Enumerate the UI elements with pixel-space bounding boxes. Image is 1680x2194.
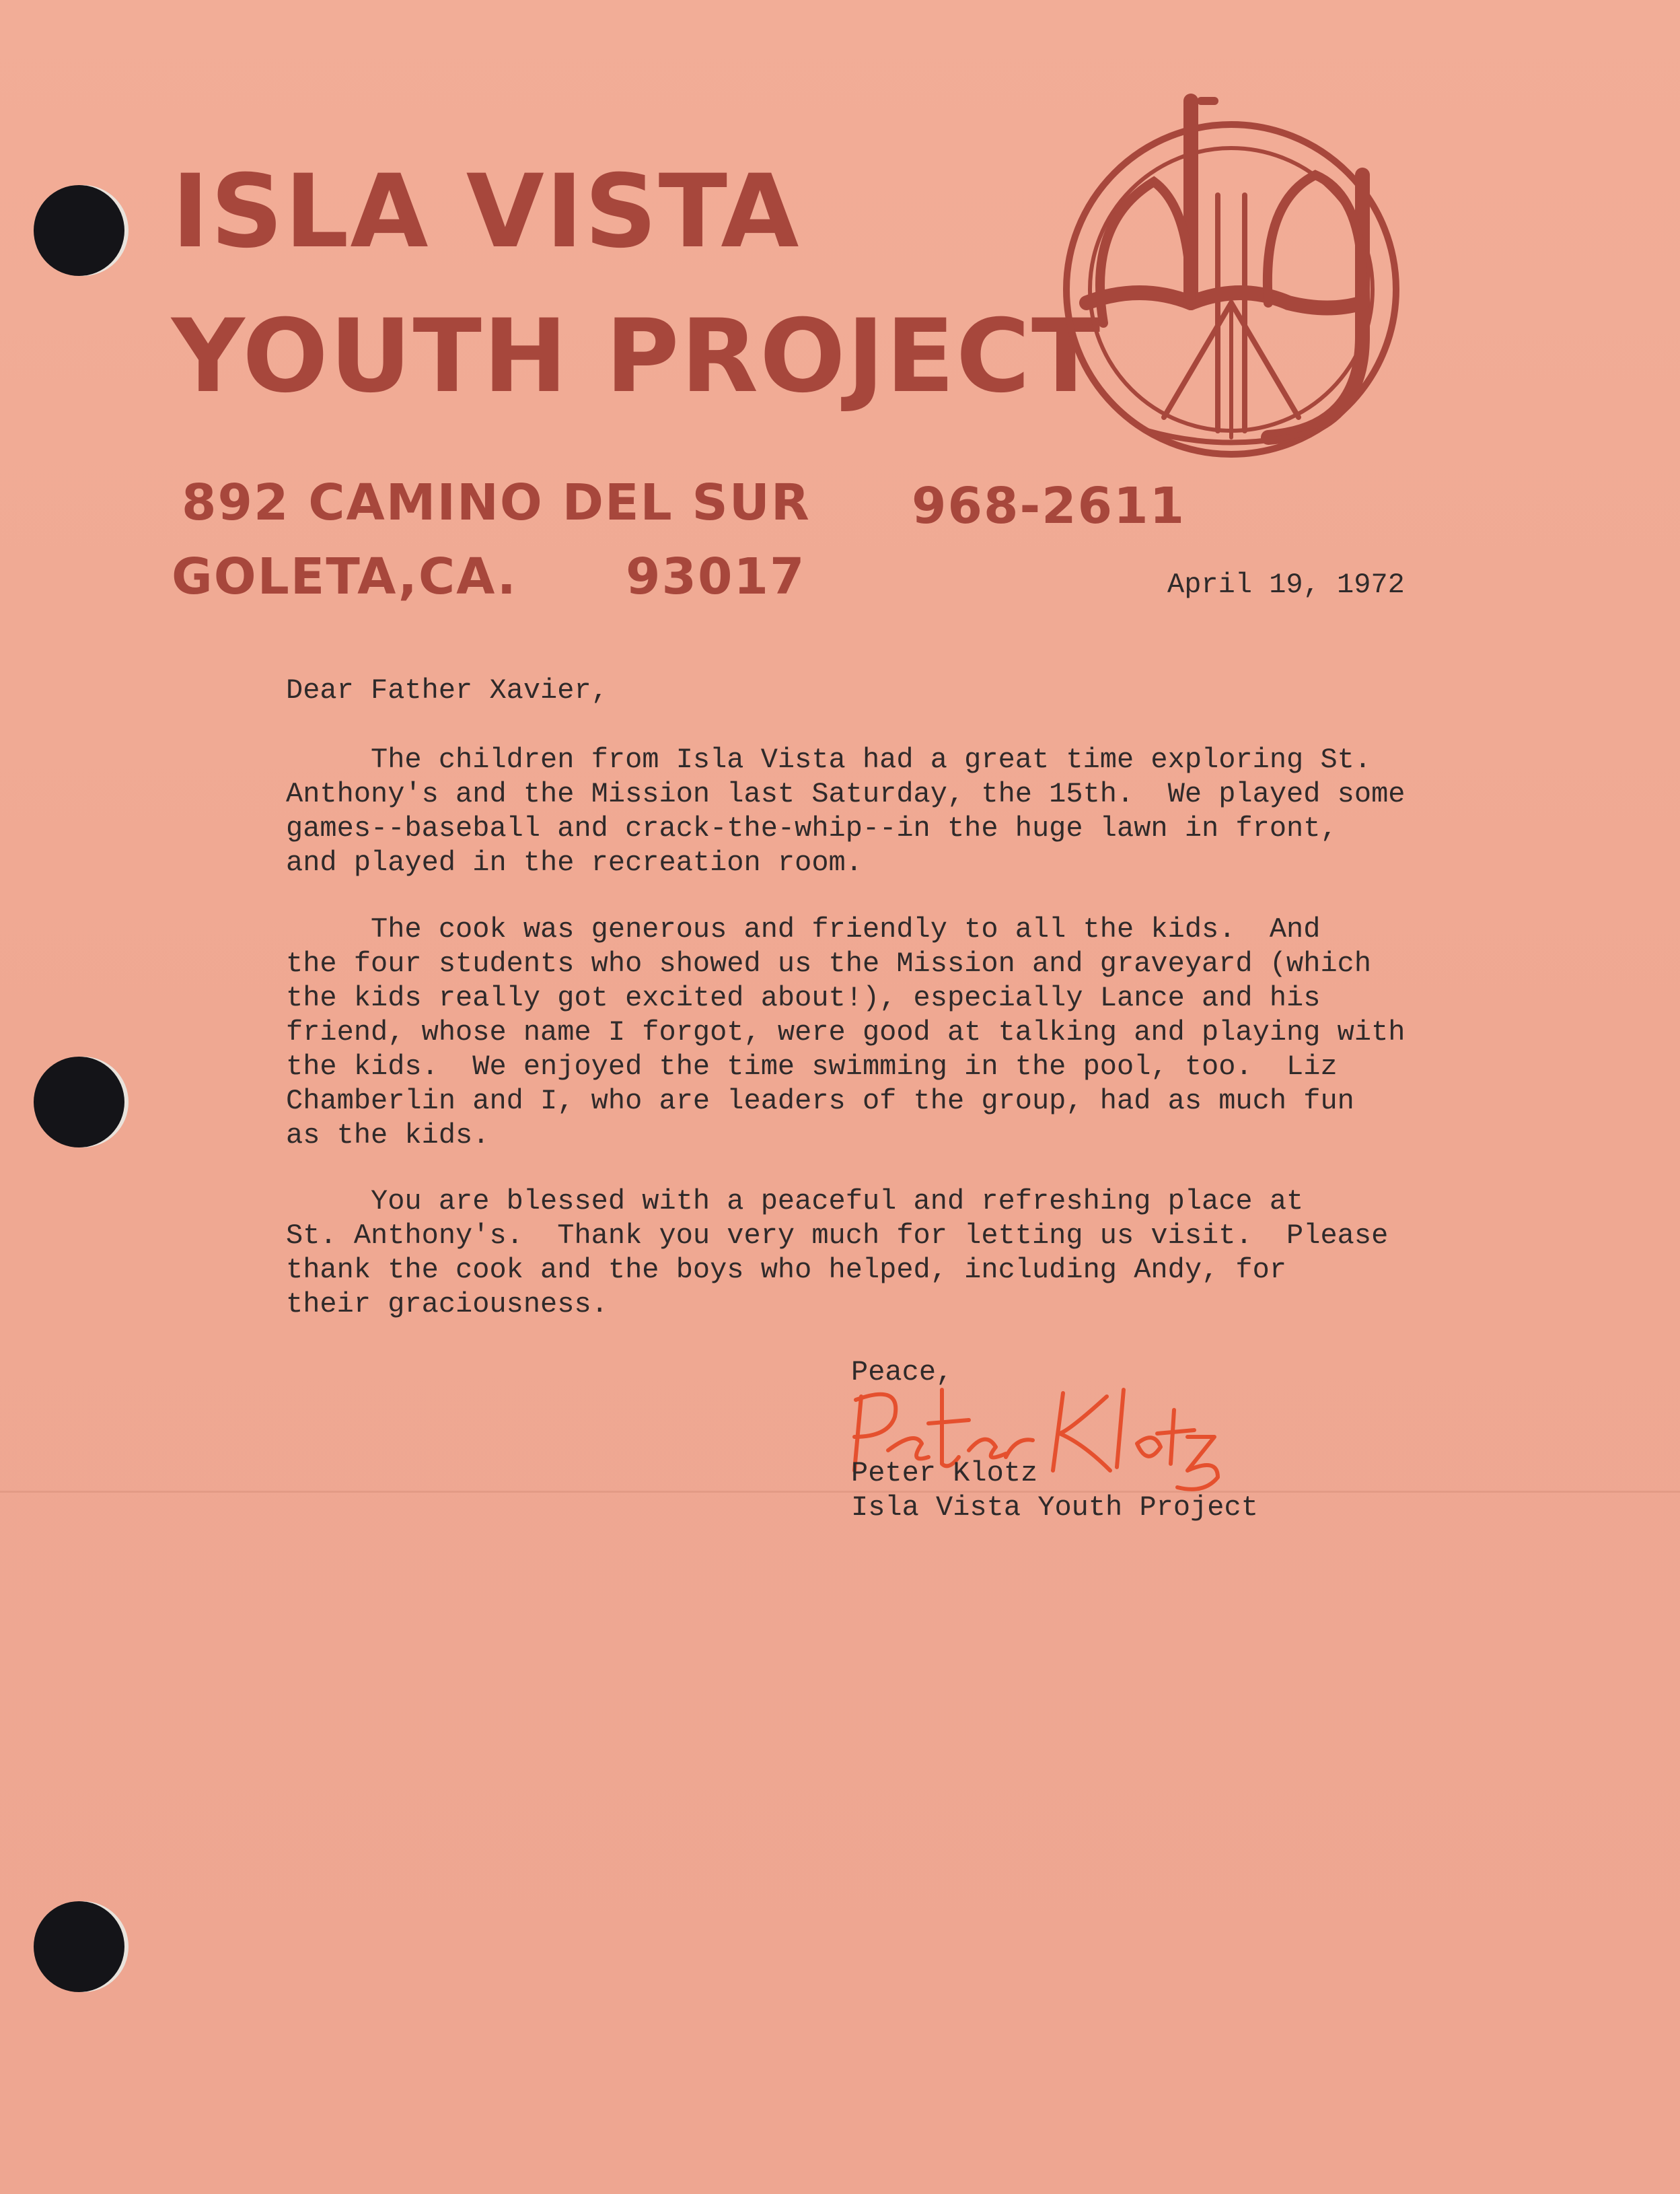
text-line: thank the cook and the boys who helped, including Andy, for xyxy=(286,1254,1287,1286)
fold-line xyxy=(0,1491,1680,1493)
text-line: The cook was generous and friendly to all the kids. And xyxy=(286,913,1321,946)
punch-hole-bottom xyxy=(34,1901,124,1992)
text-line: the four students who showed us the Mission and graveyard (which xyxy=(286,948,1372,980)
letterhead-city: GOLETA,CA. xyxy=(172,548,517,606)
punch-hole-middle xyxy=(34,1057,124,1147)
letterhead-title-line2: YOUTH PROJECT xyxy=(172,298,1102,415)
letterhead-street: 892 CAMINO DEL SUR xyxy=(182,474,811,532)
letterhead-zip: 93017 xyxy=(626,548,806,606)
text-line: and played in the recreation room. xyxy=(286,847,863,879)
text-line: as the kids. xyxy=(286,1119,490,1152)
letterhead-title-line1: ISLA VISTA xyxy=(172,153,801,271)
letter-paragraph-1 xyxy=(286,743,1405,880)
text-line: St. Anthony's. Thank you very much for letting us visit. Please xyxy=(286,1219,1389,1252)
text-line: Anthony's and the Mission last Saturday, the 15th. We played some xyxy=(286,778,1405,810)
letter-paragraph-2 xyxy=(286,913,1405,1153)
text-line: the kids really got excited about!), especially Lance and his xyxy=(286,982,1321,1014)
letter-closing: Peace, xyxy=(851,1356,953,1388)
text-line: games--baseball and crack-the-whip--in the huge lawn in front, xyxy=(286,812,1338,845)
signer-name: Peter Klotz xyxy=(851,1457,1038,1489)
text-line: You are blessed with a peaceful and refreshing place at xyxy=(286,1185,1304,1217)
text-line: the kids. We enjoyed the time swimming in the pool, too. Liz xyxy=(286,1051,1338,1083)
letter-salutation: Dear Father Xavier, xyxy=(286,674,608,707)
text-line: The children from Isla Vista had a great time exploring St. xyxy=(286,744,1372,776)
letter-date: April 19, 1972 xyxy=(1167,569,1405,601)
letter-paragraph-3 xyxy=(286,1184,1388,1322)
text-line: their graciousness. xyxy=(286,1288,608,1320)
punch-hole-top xyxy=(34,185,124,276)
text-line: Chamberlin and I, who are leaders of the group, had as much fun xyxy=(286,1085,1354,1117)
text-line: friend, whose name I forgot, were good at talking and playing with xyxy=(286,1016,1405,1049)
letterhead-phone: 968-2611 xyxy=(912,477,1186,535)
organization-logo-icon xyxy=(1046,81,1430,464)
signer-organization: Isla Vista Youth Project xyxy=(851,1491,1258,1524)
